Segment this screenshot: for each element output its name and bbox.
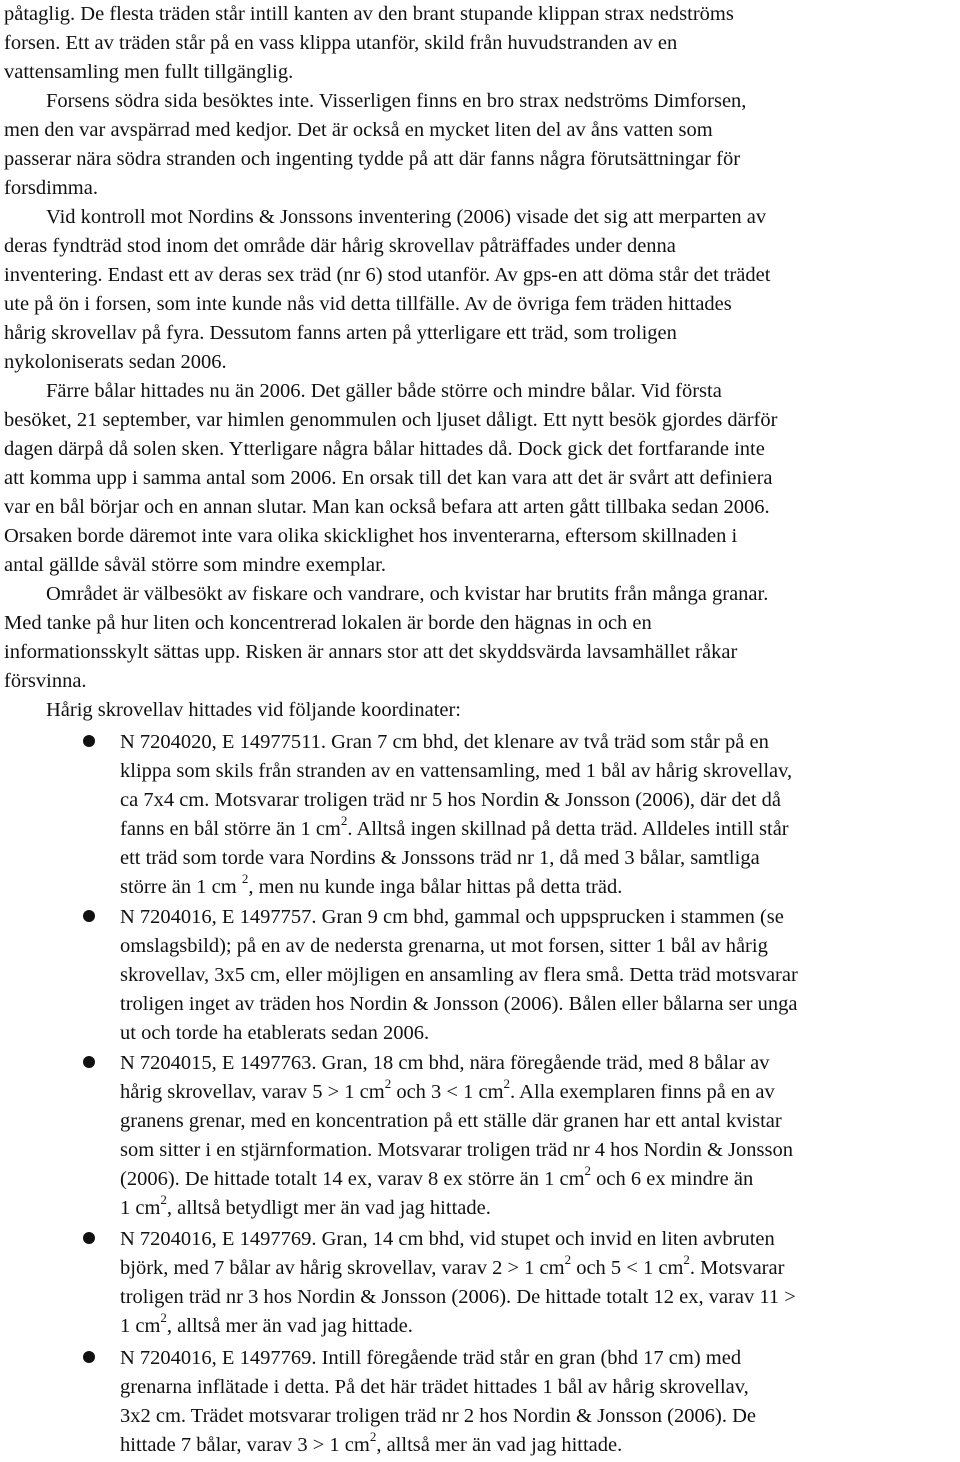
text-line: [120, 1345, 741, 1371]
text-segment: antal gällde såväl större som mindre exemplar.: [4, 554, 386, 576]
text-segment: deras fyndträd stod inom det område där hårig skrovellav påträffades under denna: [4, 235, 676, 257]
text-line: [4, 1, 734, 27]
text-line: [4, 610, 652, 636]
text-segment: Färre bålar hittades nu än 2006. Det gäller både större och mindre bålar. Vid första: [46, 380, 722, 402]
text-line: [120, 933, 768, 959]
text-line: [120, 1374, 749, 1400]
text-segment: besöket, 21 september, var himlen genommulen och ljuset dåligt. Ett nytt besök gjordes därför: [4, 409, 778, 431]
text-segment: 1 cm: [120, 1197, 161, 1219]
text-segment: . Motsvarar: [689, 1257, 785, 1279]
text-line: [4, 523, 737, 549]
superscript: 2: [683, 1252, 690, 1268]
text-segment: grenarna inflätade i detta. På det här trädet hittades 1 bål av hårig skrovellav,: [120, 1376, 749, 1398]
text-line: [4, 639, 737, 665]
text-segment: , alltså betydligt mer än vad jag hittade.: [166, 1197, 491, 1219]
text-segment: N 7204020, E 14977511. Gran 7 cm bhd, det klenare av två träd som står på en: [120, 731, 769, 753]
text-line: [4, 291, 732, 317]
text-segment: omslagsbild); på en av de nedersta grenarna, ut mot forsen, sitter 1 bål av hårig: [120, 935, 768, 957]
text-segment: N 7204015, E 1497763. Gran, 18 cm bhd, nära föregående träd, med 8 bålar av: [120, 1052, 770, 1074]
text-segment: och 5 < 1 cm: [571, 1257, 684, 1279]
text-line: [120, 1403, 756, 1429]
text-line: [4, 233, 676, 259]
text-line: [46, 581, 768, 607]
text-segment: som sitter i en stjärnformation. Motsvarar troligen träd nr 4 hos Nordin & Jonsson: [120, 1139, 793, 1161]
text-segment: Hårig skrovellav hittades vid följande koordinater:: [46, 699, 462, 721]
text-segment: passerar nära södra stranden och ingenting tydde på att där fanns några förutsättningar för: [4, 148, 741, 170]
text-segment: fanns en bål större än 1 cm: [120, 818, 341, 840]
text-segment: och 6 ex mindre än: [591, 1168, 754, 1190]
text-line: [120, 813, 789, 842]
text-line: [4, 436, 765, 462]
text-segment: granens grenar, med en koncentration på ett ställe där granen har ett antal kvistar: [120, 1110, 782, 1132]
text-line: [120, 1226, 775, 1252]
text-segment: forsdimma.: [4, 177, 98, 199]
text-segment: försvinna.: [4, 670, 87, 692]
text-segment: att komma upp i samma antal som 2006. En orsak till det kan vara att det är svårt att definiera: [4, 467, 773, 489]
text-line: [46, 378, 722, 404]
text-segment: Orsaken borde däremot inte vara olika skicklighet hos inventerarna, eftersom skillnaden i: [4, 525, 738, 547]
text-segment: ett träd som torde vara Nordins & Jonssons träd nr 1, då med 3 bålar, samtliga: [120, 847, 760, 869]
text-line: [120, 991, 797, 1017]
text-line: [46, 204, 766, 230]
text-line: [4, 146, 740, 172]
text-segment: Vid kontroll mot Nordins & Jonssons inventering (2006) visade det sig att merparten av: [46, 206, 767, 228]
text-line: [120, 871, 623, 900]
superscript: 2: [564, 1252, 572, 1268]
text-segment: dagen därpå då solen sken. Ytterligare några bålar hittades då. Dock gick det fortfarande inte: [4, 438, 765, 460]
bullet-icon: [83, 1351, 95, 1363]
text-segment: (2006). De hittade totalt 14 ex, varav 8 ex större än 1 cm: [120, 1168, 585, 1190]
text-segment: Forsens södra sida besöktes inte. Visserligen finns en bro strax nedströms Dimforsen,: [46, 90, 747, 112]
text-segment: påtaglig. De flesta träden står intill kanten av den brant stupande klippan strax nedströms: [4, 3, 734, 25]
text-segment: ca 7x4 cm. Motsvarar troligen träd nr 5 hos Nordin & Jonsson (2006), där det då: [120, 789, 781, 811]
text-segment: inventering. Endast ett av deras sex träd (nr 6) stod utanför. Av gps-en att döma står det trädet: [4, 264, 771, 286]
text-line: [120, 1429, 623, 1458]
text-segment: björk, med 7 bålar av hårig skrovellav, varav 2 > 1 cm: [120, 1257, 565, 1279]
text-segment: , alltså mer än vad jag hittade.: [166, 1315, 413, 1337]
text-segment: större än 1 cm: [120, 876, 242, 898]
text-segment: N 7204016, E 1497769. Gran, 14 cm bhd, vid stupet och invid en liten avbruten: [120, 1228, 775, 1250]
text-line: [4, 465, 773, 491]
text-line: [120, 1284, 796, 1310]
text-line: [4, 349, 227, 375]
text-line: [120, 1252, 785, 1281]
text-line: [120, 845, 760, 871]
text-line: [120, 758, 792, 784]
text-segment: troligen inget av träden hos Nordin & Jonsson (2006). Bålen eller bålarna ser unga: [120, 993, 798, 1015]
text-line: [4, 59, 293, 85]
superscript: 2: [241, 871, 249, 887]
superscript: 2: [503, 1076, 511, 1092]
text-segment: var en bål börjar och en annan slutar. Man kan också befara att arten gått tillbaka sedan 2006.: [4, 496, 770, 518]
text-line: [120, 1163, 754, 1192]
text-segment: hårig skrovellav, varav 5 > 1 cm: [120, 1081, 385, 1103]
text-segment: informationsskylt sättas upp. Risken är annars stor att det skyddsvärda lavsamhället råkar: [4, 641, 738, 663]
text-line: [120, 1076, 775, 1105]
superscript: 2: [369, 1429, 377, 1445]
text-line: [120, 1020, 429, 1046]
text-segment: och 3 < 1 cm: [391, 1081, 504, 1103]
text-segment: 1 cm: [120, 1315, 161, 1337]
text-line: [4, 494, 770, 520]
text-line: [4, 552, 386, 578]
text-line: [120, 1310, 413, 1339]
text-segment: ute på ön i forsen, som inte kunde nås vid detta tillfälle. Av de övriga fem träden hittades: [4, 293, 732, 315]
text-line: [4, 117, 713, 143]
text-segment: men den var avspärrad med kedjor. Det är också en mycket liten del av åns vatten som: [4, 119, 713, 141]
text-segment: 3x2 cm. Trädet motsvarar troligen träd nr 2 hos Nordin & Jonsson (2006). De: [120, 1405, 756, 1427]
text-line: [120, 1137, 793, 1163]
text-line: [4, 262, 770, 288]
text-segment: hittade 7 bålar, varav 3 > 1 cm: [120, 1434, 370, 1456]
text-line: [120, 729, 769, 755]
superscript: 2: [160, 1310, 167, 1326]
text-segment: . Alla exemplaren finns på en av: [510, 1081, 775, 1103]
text-segment: . Alltså ingen skillnad på detta träd. Alldeles intill står: [347, 818, 789, 840]
text-segment: , alltså mer än vad jag hittade.: [376, 1434, 623, 1456]
text-segment: N 7204016, E 1497757. Gran 9 cm bhd, gammal och uppsprucken i stammen (se: [120, 906, 784, 928]
text-segment: Området är välbesökt av fiskare och vandrare, och kvistar har brutits från många granar.: [46, 583, 769, 605]
text-segment: skrovellav, 3x5 cm, eller möjligen en ansamling av flera små. Detta träd motsvarar: [120, 964, 798, 986]
text-segment: , men nu kunde inga bålar hittas på detta träd.: [248, 876, 623, 898]
text-line: [4, 668, 87, 694]
text-line: [4, 320, 677, 346]
text-segment: klippa som skils från stranden av en vattensamling, med 1 bål av hårig skrovellav,: [120, 760, 793, 782]
text-line: [120, 962, 798, 988]
bullet-icon: [83, 1056, 95, 1068]
bullet-icon: [83, 910, 95, 922]
text-segment: ut och torde ha etablerats sedan 2006.: [120, 1022, 430, 1044]
text-line: [4, 407, 777, 433]
superscript: 2: [160, 1192, 167, 1208]
superscript: 2: [584, 1163, 592, 1179]
text-line: [120, 1108, 782, 1134]
text-segment: troligen träd nr 3 hos Nordin & Jonsson (2006). De hittade totalt 12 ex, varav 11 >: [120, 1286, 796, 1308]
bullet-icon: [83, 1232, 95, 1244]
text-line: [46, 697, 461, 723]
text-line: [120, 1050, 770, 1076]
text-line: [120, 1192, 491, 1221]
bullet-icon: [83, 735, 95, 747]
text-line: [4, 175, 98, 201]
text-line: [46, 88, 746, 114]
text-segment: N 7204016, E 1497769. Intill föregående träd står en gran (bhd 17 cm) med: [120, 1347, 742, 1369]
text-line: [4, 30, 677, 56]
text-segment: hårig skrovellav på fyra. Dessutom fanns arten på ytterligare ett träd, som troligen: [4, 322, 677, 344]
text-line: [120, 904, 784, 930]
text-segment: vattensamling men fullt tillgänglig.: [4, 61, 294, 83]
text-segment: nykoloniserats sedan 2006.: [4, 351, 227, 373]
text-segment: Med tanke på hur liten och koncentrerad lokalen är borde den hägnas in och en: [4, 612, 652, 634]
superscript: 2: [340, 813, 348, 829]
superscript: 2: [384, 1076, 392, 1092]
text-segment: forsen. Ett av träden står på en vass klippa utanför, skild från huvudstranden av en: [4, 32, 678, 54]
text-line: [120, 787, 781, 813]
